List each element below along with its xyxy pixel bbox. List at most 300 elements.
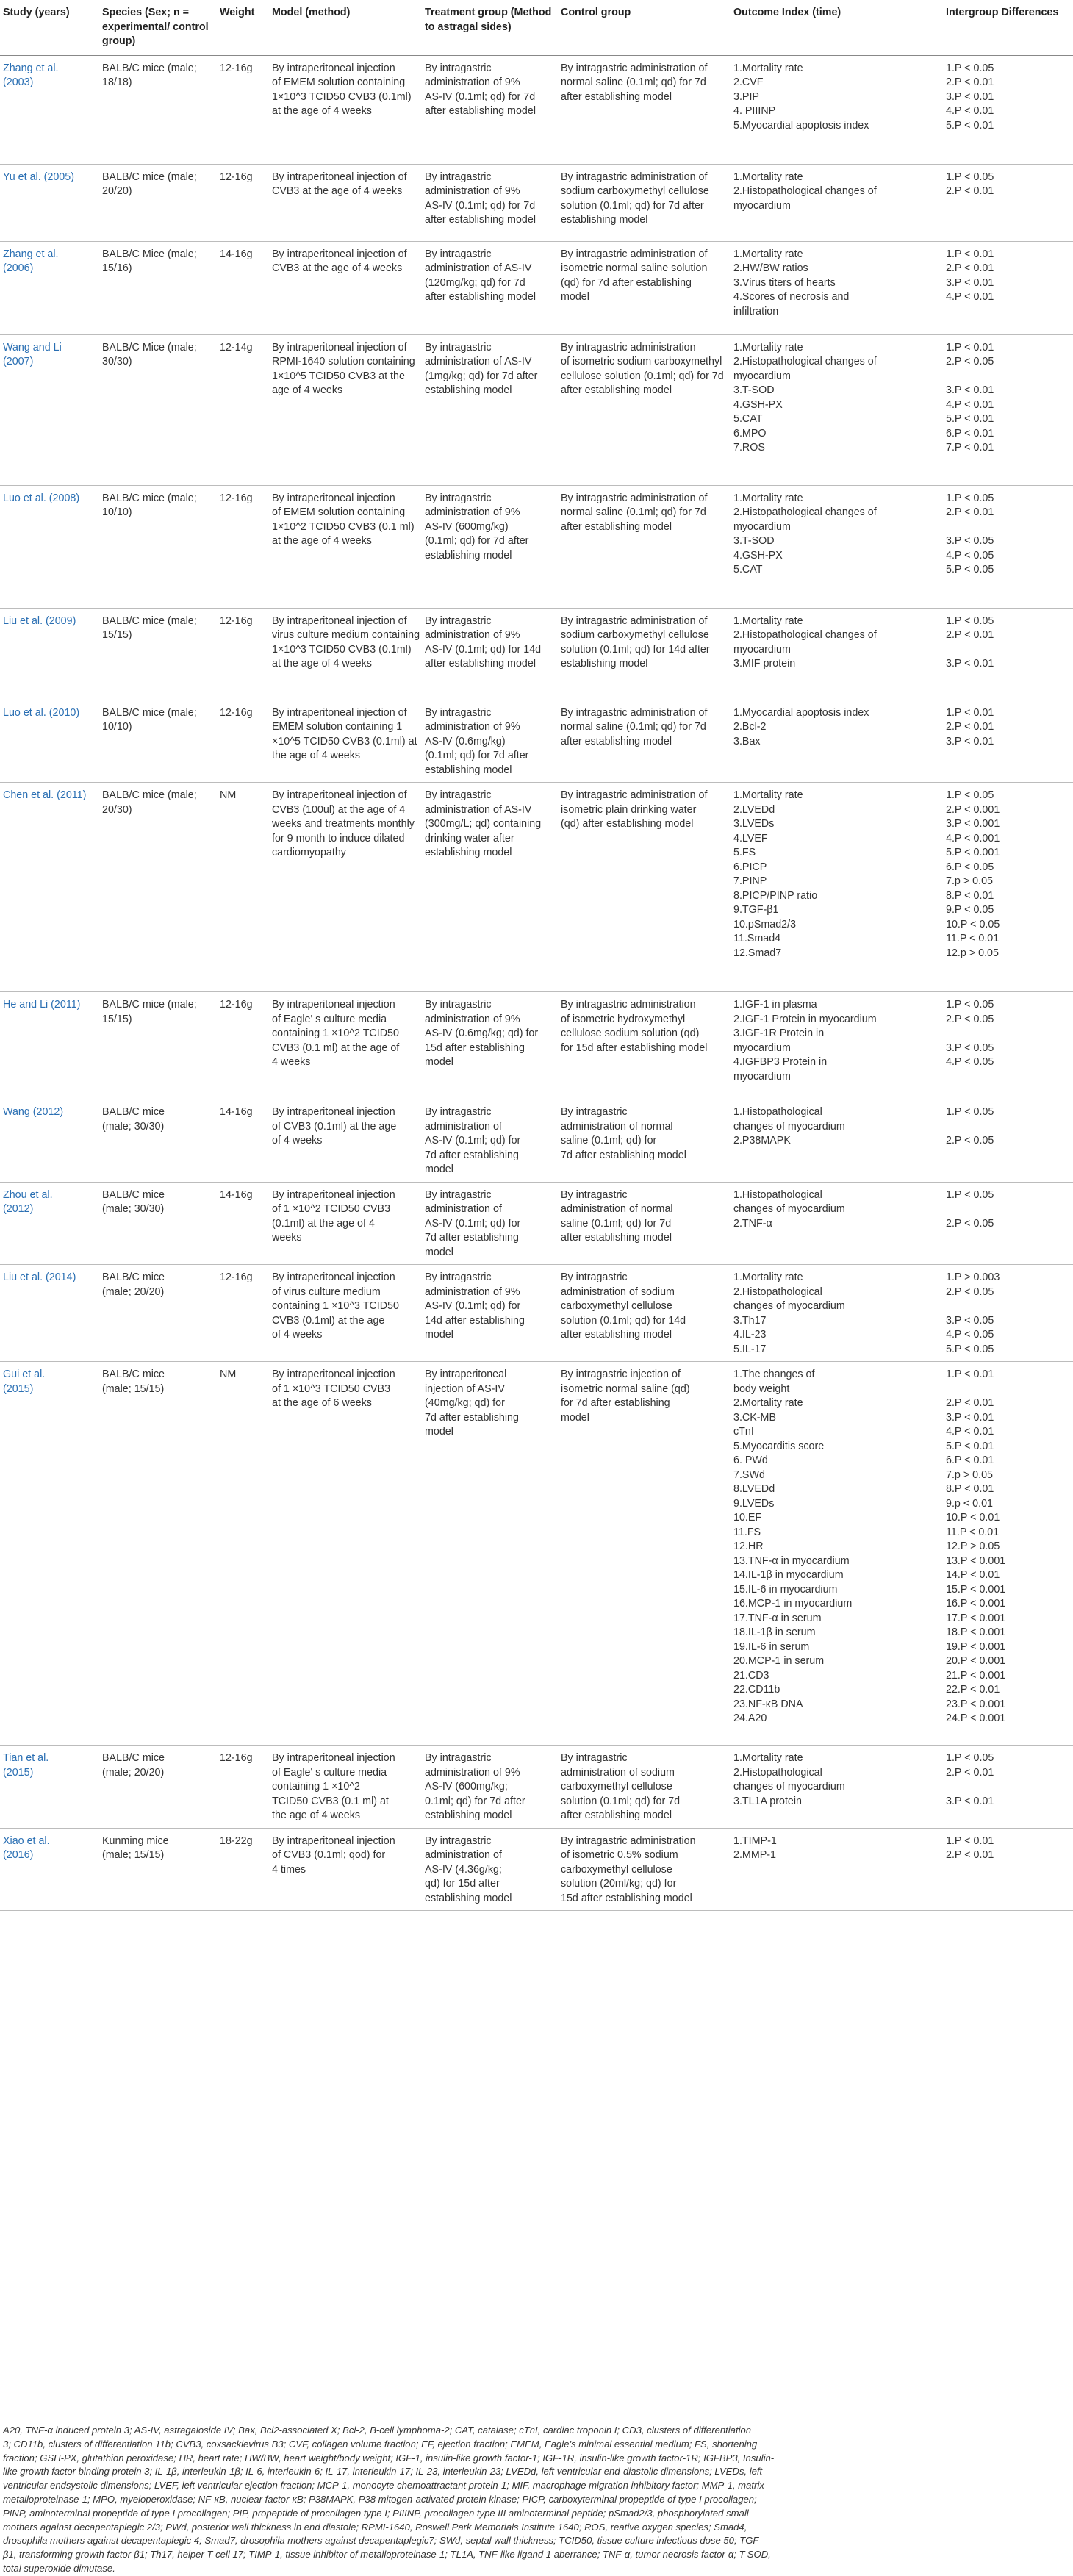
treatment-line: administration of 9% (425, 1285, 520, 1298)
outcome-item: changes of myocardium (733, 1203, 845, 1215)
difference-item: 11.P < 0.01 (946, 1526, 1000, 1538)
control-line: solution (0.1ml; qd) for 7d after (561, 199, 704, 212)
outcome-item: 22.CD11b (733, 1684, 780, 1696)
outcome-item: 2.Histopathological changes of (733, 356, 877, 367)
treatment-line: By intragastric (425, 1271, 492, 1283)
study-line: (2007) (3, 356, 34, 367)
outcome-item: myocardium (733, 1070, 791, 1083)
control-line: of isometric 0.5% sodium (561, 1849, 678, 1861)
table-footnote (3, 2424, 1069, 2576)
cell-treatment (422, 1099, 558, 1183)
control-line: saline (0.1ml; qd) for 7d (561, 1217, 672, 1230)
species-line: BALB/C mice (102, 1752, 165, 1764)
cell-species (99, 1182, 217, 1265)
control-line: isometric normal saline (qd) (561, 1382, 690, 1395)
control-line: By intragastric administration of (561, 789, 708, 801)
outcome-item: 1.IGF-1 in plasma (733, 999, 817, 1011)
cell-weight: 12-16g (217, 1746, 269, 1829)
control-line: solution (20ml/kg; qd) for (561, 1878, 677, 1890)
outcome-item: 2.LVEDd (733, 803, 775, 816)
control-line: By intragastric (561, 1106, 628, 1118)
control-line: By intragastric injection of (561, 1368, 681, 1380)
outcome-item: changes of myocardium (733, 1300, 845, 1312)
cell-model (269, 241, 422, 334)
treatment-line: administration of (425, 1203, 502, 1215)
header-model: Model (method) (269, 0, 422, 55)
cell-study (0, 55, 99, 164)
study-line: Tian et al. (3, 1752, 49, 1764)
cell-model (269, 700, 422, 783)
outcome-item: 13.TNF-α in myocardium (733, 1554, 850, 1567)
cell-outcome-index (731, 992, 943, 1099)
treatment-line: administration of 9% (425, 1766, 520, 1779)
treatment-line: By intragastric (425, 789, 492, 801)
model-line: CVB3 at the age of 4 weeks (272, 185, 403, 197)
species-line: BALB/C mice (male; (102, 171, 197, 183)
control-line: By intragastric administration of (561, 62, 708, 74)
model-line: of 1 ×10^3 TCID50 CVB3 (272, 1382, 391, 1395)
difference-item: 1.P < 0.05 (946, 1752, 994, 1764)
control-line: establishing model (561, 214, 648, 226)
cell-control (558, 700, 731, 783)
control-line: administration of sodium (561, 1285, 675, 1298)
cell-model (269, 608, 422, 700)
difference-item: 14.P < 0.01 (946, 1569, 1000, 1581)
difference-item: 4.P < 0.01 (946, 398, 994, 411)
treatment-line: AS-IV (0.1ml; qd) for 14d (425, 643, 542, 656)
outcome-item: 14.IL-1β in myocardium (733, 1569, 844, 1581)
control-line: (qd) for 7d after establishing (561, 276, 692, 289)
footnote-line: mothers against decapentaplegic 2/3; PWd, posterior wall thickness in end diastole; RPMI-1640, Roswell Park Memorials Institute 1640; ROS, reative oxygen species; Smad4, (3, 2521, 747, 2533)
outcome-item: 2.Bcl-2 (733, 721, 767, 733)
cell-study (0, 1828, 99, 1911)
difference-item: 6.P < 0.05 (946, 861, 994, 873)
cell-model (269, 485, 422, 608)
control-line: after establishing model (561, 735, 672, 747)
difference-item: 2.P < 0.01 (946, 721, 994, 733)
model-line: of 4 weeks (272, 1135, 323, 1147)
outcome-item: 1.The changes of (733, 1368, 815, 1380)
difference-item: 2.P < 0.01 (946, 1397, 994, 1409)
treatment-line: By intragastric (425, 492, 492, 504)
model-line: of EMEM solution containing (272, 506, 406, 518)
model-line: at the age of 4 weeks (272, 658, 372, 670)
treatment-line: establishing model (425, 764, 512, 776)
cell-treatment (422, 485, 558, 608)
outcome-item: 1.Mortality rate (733, 789, 803, 801)
difference-item: 4.P < 0.05 (946, 549, 994, 562)
model-line: containing 1 ×10^2 TCID50 (272, 1027, 399, 1039)
cell-species (99, 1746, 217, 1829)
treatment-line: administration of (425, 1120, 502, 1133)
model-line: 4 times (272, 1863, 306, 1876)
outcome-item: 2.IGF-1 Protein in myocardium (733, 1013, 877, 1025)
cell-model (269, 1265, 422, 1362)
model-line: By intraperitoneal injection (272, 492, 395, 504)
table-row (0, 241, 1073, 334)
outcome-item: 3.Th17 (733, 1314, 767, 1327)
difference-item: 11.P < 0.01 (946, 933, 1000, 944)
cell-intergroup-differences (943, 1099, 1073, 1183)
cell-study (0, 164, 99, 241)
model-line: of CVB3 (0.1ml) at the age (272, 1120, 397, 1133)
treatment-line: AS-IV (0.1ml; qd) for (425, 1300, 521, 1312)
study-line: (2012) (3, 1203, 34, 1215)
outcome-item: 3.CK-MB (733, 1411, 776, 1424)
study-line: (2015) (3, 1766, 34, 1779)
control-line: By intragastric administration (561, 341, 696, 354)
study-line: Yu et al. (2005) (3, 171, 74, 183)
treatment-line: after establishing model (425, 658, 536, 670)
difference-item: 3.P < 0.01 (946, 276, 994, 289)
cell-treatment (422, 1265, 558, 1362)
treatment-line: model (425, 1329, 453, 1341)
outcome-item: 18.IL-1β in serum (733, 1626, 816, 1638)
model-line: By intraperitoneal injection (272, 1271, 395, 1283)
model-line: of Eagle' s culture media (272, 1013, 387, 1025)
control-line: normal saline (0.1ml; qd) for 7d (561, 76, 706, 88)
outcome-item: infiltration (733, 305, 779, 317)
model-line: 1×10^5 TCID50 CVB3 at the (272, 370, 405, 382)
table-row (0, 485, 1073, 608)
difference-item: 1.P < 0.05 (946, 62, 994, 74)
difference-item: 7.p > 0.05 (946, 875, 993, 887)
study-line: (2015) (3, 1382, 34, 1395)
difference-item: 1.P < 0.01 (946, 706, 994, 719)
difference-item: 3.P < 0.05 (946, 535, 994, 547)
cell-study (0, 1362, 99, 1746)
outcome-item: 3.PIP (733, 90, 759, 103)
outcome-item: 1.Mortality rate (733, 171, 803, 183)
outcome-item: body weight (733, 1382, 790, 1395)
model-line: containing 1 ×10^3 TCID50 (272, 1300, 399, 1312)
species-line: BALB/C mice (male; (102, 62, 197, 74)
difference-item: 4.P < 0.05 (946, 1056, 994, 1068)
cell-outcome-index (731, 55, 943, 164)
outcome-item: 5.IL-17 (733, 1343, 767, 1355)
treatment-line: By intragastric (425, 248, 492, 260)
outcome-item: 3.LVEDs (733, 818, 775, 830)
outcome-item: 4.Scores of necrosis and (733, 291, 850, 303)
cell-intergroup-differences (943, 783, 1073, 992)
difference-item: 6.P < 0.01 (946, 1454, 994, 1466)
outcome-item: 10.EF (733, 1512, 762, 1524)
difference-item: 3.P < 0.05 (946, 1041, 994, 1054)
difference-item: 8.P < 0.01 (946, 1483, 994, 1495)
cell-outcome-index (731, 164, 943, 241)
difference-item: 5.P < 0.001 (946, 847, 1000, 858)
cell-intergroup-differences (943, 241, 1073, 334)
control-line: normal saline (0.1ml; qd) for 7d (561, 506, 706, 518)
model-line: 1×10^3 TCID50 CVB3 (0.1ml) (272, 643, 412, 656)
control-line: isometric normal saline solution (561, 262, 708, 274)
difference-item: 1.P < 0.05 (946, 1188, 994, 1201)
outcome-item: 4.LVEF (733, 832, 768, 844)
cell-intergroup-differences (943, 1828, 1073, 1911)
cell-treatment (422, 164, 558, 241)
cell-weight: 12-16g (217, 700, 269, 783)
treatment-line: 15d after establishing (425, 1041, 525, 1054)
control-line: 7d after establishing model (561, 1149, 686, 1161)
outcome-item: 10.pSmad2/3 (733, 918, 797, 930)
treatment-line: drinking water after (425, 832, 514, 844)
cell-model (269, 1182, 422, 1265)
cell-study (0, 334, 99, 485)
control-line: solution (0.1ml; qd) for 14d (561, 1314, 686, 1327)
outcome-item: 21.CD3 (733, 1669, 769, 1682)
difference-item: 5.P < 0.01 (946, 119, 994, 132)
outcome-item: 2.Mortality rate (733, 1397, 803, 1409)
difference-item: 3.P < 0.01 (946, 658, 994, 670)
outcome-item: 2.CVF (733, 76, 764, 88)
study-line: (2003) (3, 76, 34, 88)
cell-control (558, 1362, 731, 1746)
study-line: Liu et al. (2014) (3, 1271, 76, 1283)
difference-item: 2.P < 0.05 (946, 1285, 994, 1298)
control-line: after establishing model (561, 384, 672, 396)
cell-study (0, 608, 99, 700)
difference-item: 8.P < 0.01 (946, 889, 994, 902)
study-line: Luo et al. (2008) (3, 492, 80, 504)
cell-study (0, 1099, 99, 1183)
species-line: 15/15) (102, 629, 132, 641)
cell-outcome-index (731, 1362, 943, 1746)
difference-item: 2.P < 0.01 (946, 76, 994, 88)
table-row (0, 164, 1073, 241)
species-line: BALB/C mice (102, 1368, 165, 1380)
cell-study (0, 992, 99, 1099)
model-line: By intraperitoneal injection of (272, 706, 407, 719)
difference-item: 1.P > 0.003 (946, 1271, 1000, 1283)
control-line: sodium carboxymethyl cellulose (561, 185, 709, 197)
difference-item: 19.P < 0.001 (946, 1640, 1006, 1653)
treatment-line: after establishing model (425, 214, 536, 226)
treatment-line: By intragastric (425, 1834, 492, 1847)
outcome-item: 2.Histopathological changes of (733, 506, 877, 518)
difference-item: 21.P < 0.001 (946, 1669, 1006, 1682)
model-line: 1×10^3 TCID50 CVB3 (0.1ml) (272, 90, 412, 103)
treatment-line: model (425, 1163, 453, 1175)
species-line: Kunming mice (102, 1834, 169, 1847)
control-line: administration of normal (561, 1120, 673, 1133)
treatment-line: establishing model (425, 847, 512, 858)
control-line: after establishing model (561, 90, 672, 103)
header-weight: Weight (217, 0, 269, 55)
difference-item: 3.P < 0.01 (946, 90, 994, 103)
outcome-item: 1.Myocardial apoptosis index (733, 706, 869, 719)
cell-weight: 18-22g (217, 1828, 269, 1911)
difference-item: 9.P < 0.05 (946, 904, 994, 916)
control-line: cellulose solution (0.1ml; qd) for 7d (561, 370, 724, 382)
treatment-line: establishing model (425, 384, 512, 396)
cell-intergroup-differences (943, 55, 1073, 164)
treatment-line: (0.1ml; qd) for 7d after (425, 535, 529, 547)
header-differences: Intergroup Differences (943, 0, 1073, 55)
outcome-item: 7.PINP (733, 875, 767, 887)
treatment-line: AS-IV (0.1ml; qd) for 7d (425, 199, 536, 212)
species-line: (male; 15/15) (102, 1382, 165, 1395)
outcome-item: myocardium (733, 1041, 791, 1054)
study-line: Xiao et al. (3, 1834, 50, 1847)
model-line: By intraperitoneal injection (272, 999, 395, 1011)
outcome-item: 1.Mortality rate (733, 1271, 803, 1283)
treatment-line: (300mg/L; qd) containing (425, 818, 542, 830)
control-line: carboxymethyl cellulose (561, 1863, 672, 1876)
cell-model (269, 1828, 422, 1911)
table-row (0, 783, 1073, 992)
outcome-item: 5.Myocarditis score (733, 1440, 825, 1452)
cell-control (558, 608, 731, 700)
difference-item: 22.P < 0.01 (946, 1684, 1000, 1696)
cell-weight: 12-16g (217, 608, 269, 700)
outcome-item: 5.FS (733, 847, 756, 858)
cell-control (558, 55, 731, 164)
study-line: Zhou et al. (3, 1188, 53, 1201)
outcome-item: 7.SWd (733, 1468, 765, 1481)
difference-item: 2.P < 0.001 (946, 803, 1000, 816)
treatment-line: 7d after establishing (425, 1411, 519, 1424)
outcome-item: 3.T-SOD (733, 384, 775, 396)
cell-intergroup-differences (943, 334, 1073, 485)
model-line: CVB3 (0.1 ml) at the age of (272, 1041, 400, 1054)
cell-control (558, 1265, 731, 1362)
control-line: of isometric hydroxymethyl (561, 1013, 686, 1025)
cell-species (99, 164, 217, 241)
cell-weight: 12-16g (217, 164, 269, 241)
control-line: administration of normal (561, 1203, 673, 1215)
species-line: BALB/C Mice (male; (102, 341, 197, 354)
table-row (0, 700, 1073, 783)
model-line: By intraperitoneal injection (272, 1368, 395, 1380)
control-line: By intragastric administration of (561, 171, 708, 183)
outcome-item: 4.GSH-PX (733, 398, 783, 411)
treatment-line: AS-IV (600mg/kg; (425, 1781, 508, 1793)
control-line: By intragastric (561, 1752, 628, 1764)
study-line: (2016) (3, 1849, 34, 1861)
difference-item: 2.P < 0.05 (946, 356, 994, 367)
species-line: 15/16) (102, 262, 132, 274)
footnote-line: total superoxide dimutase. (3, 2562, 115, 2574)
outcome-item: 4.IL-23 (733, 1329, 767, 1341)
treatment-line: administration of 9% (425, 1013, 520, 1025)
species-line: BALB/C mice (102, 1188, 165, 1201)
control-line: for 15d after establishing model (561, 1041, 708, 1054)
cell-intergroup-differences (943, 485, 1073, 608)
table-row (0, 1182, 1073, 1265)
difference-item: 17.P < 0.001 (946, 1612, 1006, 1624)
header-species: Species (Sex; n = experimental/ control group) (99, 0, 217, 55)
cell-model (269, 1746, 422, 1829)
treatment-line: 7d after establishing (425, 1149, 519, 1161)
cell-model (269, 992, 422, 1099)
model-line: the age of 4 weeks (272, 750, 361, 761)
difference-item: 4.P < 0.01 (946, 291, 994, 303)
outcome-item: 11.Smad4 (733, 933, 781, 944)
species-line: 20/20) (102, 185, 132, 197)
model-line: of 1 ×10^2 TCID50 CVB3 (272, 1203, 391, 1215)
outcome-item: 1.Histopathological (733, 1188, 822, 1201)
cell-outcome-index (731, 608, 943, 700)
outcome-item: 15.IL-6 in myocardium (733, 1583, 838, 1596)
outcome-item: 7.ROS (733, 442, 765, 453)
model-line: at the age of 6 weeks (272, 1397, 372, 1409)
outcome-item: 1.TIMP-1 (733, 1834, 777, 1847)
treatment-line: By intragastric (425, 62, 492, 74)
cell-treatment (422, 1362, 558, 1746)
difference-item: 2.P < 0.05 (946, 1135, 994, 1147)
table-row (0, 992, 1073, 1099)
control-line: sodium carboxymethyl cellulose (561, 629, 709, 641)
cell-model (269, 334, 422, 485)
difference-item: 2.P < 0.05 (946, 1013, 994, 1025)
cell-treatment (422, 334, 558, 485)
outcome-item: 1.Mortality rate (733, 341, 803, 354)
cell-treatment (422, 992, 558, 1099)
difference-item: 23.P < 0.001 (946, 1698, 1006, 1710)
species-line: BALB/C mice (102, 1106, 165, 1118)
outcome-item: 12.HR (733, 1540, 764, 1552)
cell-model (269, 783, 422, 992)
table-row (0, 1099, 1073, 1183)
model-line: By intraperitoneal injection (272, 1834, 395, 1847)
cell-outcome-index (731, 1265, 943, 1362)
model-line: age of 4 weeks (272, 384, 343, 396)
difference-item: 5.P < 0.01 (946, 413, 994, 425)
cell-weight: 12-16g (217, 485, 269, 608)
outcome-item: 24.A20 (733, 1712, 767, 1724)
treatment-line: 14d after establishing (425, 1314, 525, 1327)
control-line: saline (0.1ml; qd) for (561, 1135, 657, 1147)
control-line: By intragastric administration of (561, 492, 708, 504)
cell-species (99, 241, 217, 334)
outcome-item: 2.HW/BW ratios (733, 262, 808, 274)
outcome-item: myocardium (733, 520, 791, 533)
species-line: (male; 20/20) (102, 1766, 165, 1779)
cell-study (0, 241, 99, 334)
treatment-line: model (425, 1426, 453, 1438)
treatment-line: AS-IV (0.6mg/kg; qd) for (425, 1027, 539, 1039)
control-line: By intragastric administration of (561, 614, 708, 627)
control-line: for 7d after establishing (561, 1397, 670, 1409)
control-line: normal saline (0.1ml; qd) for 7d (561, 721, 706, 733)
outcome-item: 2.Histopathological (733, 1285, 822, 1298)
difference-item: 1.P < 0.01 (946, 341, 994, 354)
treatment-line: establishing model (425, 549, 512, 562)
footnote-line: fraction; GSH-PX, glutathion peroxidase; HR, heart rate; HW/BW, heart weight/body weight; IGF-1, insulin-like growth factor-1; IGF-1R, insulin-like growth factor-1R; IGFBP3, Insulin- (3, 2452, 775, 2464)
outcome-item: 3.MIF protein (733, 658, 796, 670)
cell-intergroup-differences (943, 700, 1073, 783)
footnote-line: like growth factor binding protein 3; IL-1β, interleukin-1β; IL-6, interleukin-6; IL-17, interleukin-17; IL-23, interleukin-23; LVEDd, left ventricular end-diastolic dimensions; LVEDs, left (3, 2466, 763, 2478)
outcome-item: 3.Bax (733, 735, 761, 747)
outcome-item: 2.MMP-1 (733, 1849, 776, 1861)
model-line: (0.1ml) at the age of 4 (272, 1217, 375, 1230)
model-line: CVB3 at the age of 4 weeks (272, 262, 403, 274)
model-line: ×10^5 TCID50 CVB3 (0.1ml) at (272, 735, 417, 747)
difference-item: 2.P < 0.01 (946, 1849, 994, 1861)
difference-item: 7.P < 0.01 (946, 442, 994, 453)
cell-weight: 12-16g (217, 992, 269, 1099)
treatment-line: By intragastric (425, 999, 492, 1011)
outcome-item: 1.Mortality rate (733, 62, 803, 74)
outcome-item: cTnI (733, 1426, 754, 1438)
cell-treatment (422, 700, 558, 783)
treatment-line: establishing model (425, 1892, 512, 1904)
cell-outcome-index (731, 1828, 943, 1911)
treatment-line: administration of 9% (425, 185, 520, 197)
model-line: By intraperitoneal injection (272, 1752, 395, 1764)
species-line: BALB/C mice (male; (102, 706, 197, 719)
treatment-line: 7d after establishing (425, 1232, 519, 1244)
